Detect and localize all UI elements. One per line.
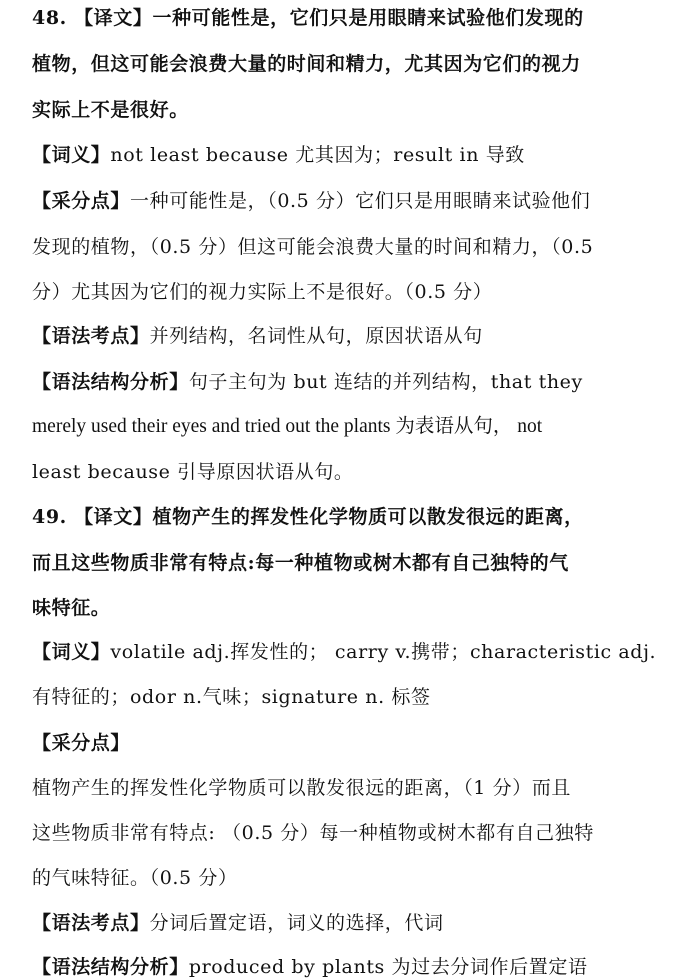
q49-grammar-label: 【语法考点】 xyxy=(32,912,150,934)
q49-score-line-2: 这些物质非常有特点: （0.5 分）每一种植物或树木都有自己独特 xyxy=(32,822,594,844)
q48-score-line-2: 发现的植物，（0.5 分）但这可能会浪费大量的时间和精力，（0.5 xyxy=(32,236,594,258)
q48-vocab-label: 【词义】 xyxy=(32,144,111,166)
q48-translation-text: 一种可能性是，它们只是用眼睛来试验他们发现的 xyxy=(152,7,584,29)
q48-grammar-line xyxy=(32,324,672,348)
q49-score-line-1: 植物产生的挥发性化学物质可以散发很远的距离，（1 分）而且 xyxy=(32,777,572,799)
q49-translation-label: 【译文】 xyxy=(74,506,153,528)
q48-structure-line-1 xyxy=(32,370,672,394)
q49-vocab-label: 【词义】 xyxy=(32,641,111,663)
q48-vocab-text: not least because 尤其因为；result in 导致 xyxy=(110,144,525,166)
q49-score-label: 【采分点】 xyxy=(32,732,131,754)
q49-grammar-text: 分词后置定语，词义的选择，代词 xyxy=(149,912,444,934)
q48-translation-line-3: 实际上不是很好。 xyxy=(32,99,189,121)
q48-structure-text-1: 句子主句为 but 连结的并列结构，that they xyxy=(188,371,583,393)
q49-translation-text: 植物产生的挥发性化学物质可以散发很远的距离， xyxy=(152,506,584,528)
q48-structure-line-2: merely used their eyes and tried out the plants 为表语从句， not xyxy=(32,416,543,437)
q48-translation-line-2: 植物，但这可能会浪费大量的时间和精力，尤其因为它们的视力 xyxy=(32,53,581,75)
q48-structure-line-3: least because 引导原因状语从句。 xyxy=(32,461,354,483)
q48-translation-line-1 xyxy=(32,6,672,30)
q49-vocab-line-2: 有特征的；odor n.气味；signature n. 标签 xyxy=(32,686,431,708)
q49-translation-line-2: 而且这些物质非常有特点:每一种植物或树木都有自己独特的气 xyxy=(32,552,569,574)
q48-score-label: 【采分点】 xyxy=(32,190,131,212)
q49-translation-line-3: 味特征。 xyxy=(32,597,111,619)
q49-vocab-line-1 xyxy=(32,640,672,664)
q48-number: 48. xyxy=(32,7,75,29)
q49-structure-line-1 xyxy=(32,955,672,979)
q49-translation-line-1 xyxy=(32,505,672,529)
q49-number: 49. xyxy=(32,506,75,528)
q48-translation-label: 【译文】 xyxy=(74,7,153,29)
q48-grammar-text: 并列结构，名词性从句，原因状语从句 xyxy=(149,325,483,347)
q49-grammar-line xyxy=(32,911,672,935)
q48-structure-label: 【语法结构分析】 xyxy=(32,371,189,393)
q48-score-text-1: 一种可能性是，（0.5 分）它们只是用眼睛来试验他们 xyxy=(130,190,591,212)
q49-structure-text-1: produced by plants 为过去分词作后置定语 xyxy=(188,956,588,978)
q49-score-line-3: 的气味特征。（0.5 分） xyxy=(32,867,238,889)
q49-vocab-text-1: volatile adj.挥发性的； carry v.携带；characteristic adj. xyxy=(110,641,657,663)
q48-vocab-line xyxy=(32,143,672,167)
q48-grammar-label: 【语法考点】 xyxy=(32,325,150,347)
q49-structure-label: 【语法结构分析】 xyxy=(32,956,189,978)
q48-score-line-3: 分）尤其因为它们的视力实际上不是很好。（0.5 分） xyxy=(32,281,493,303)
q48-score-line-1 xyxy=(32,189,672,213)
